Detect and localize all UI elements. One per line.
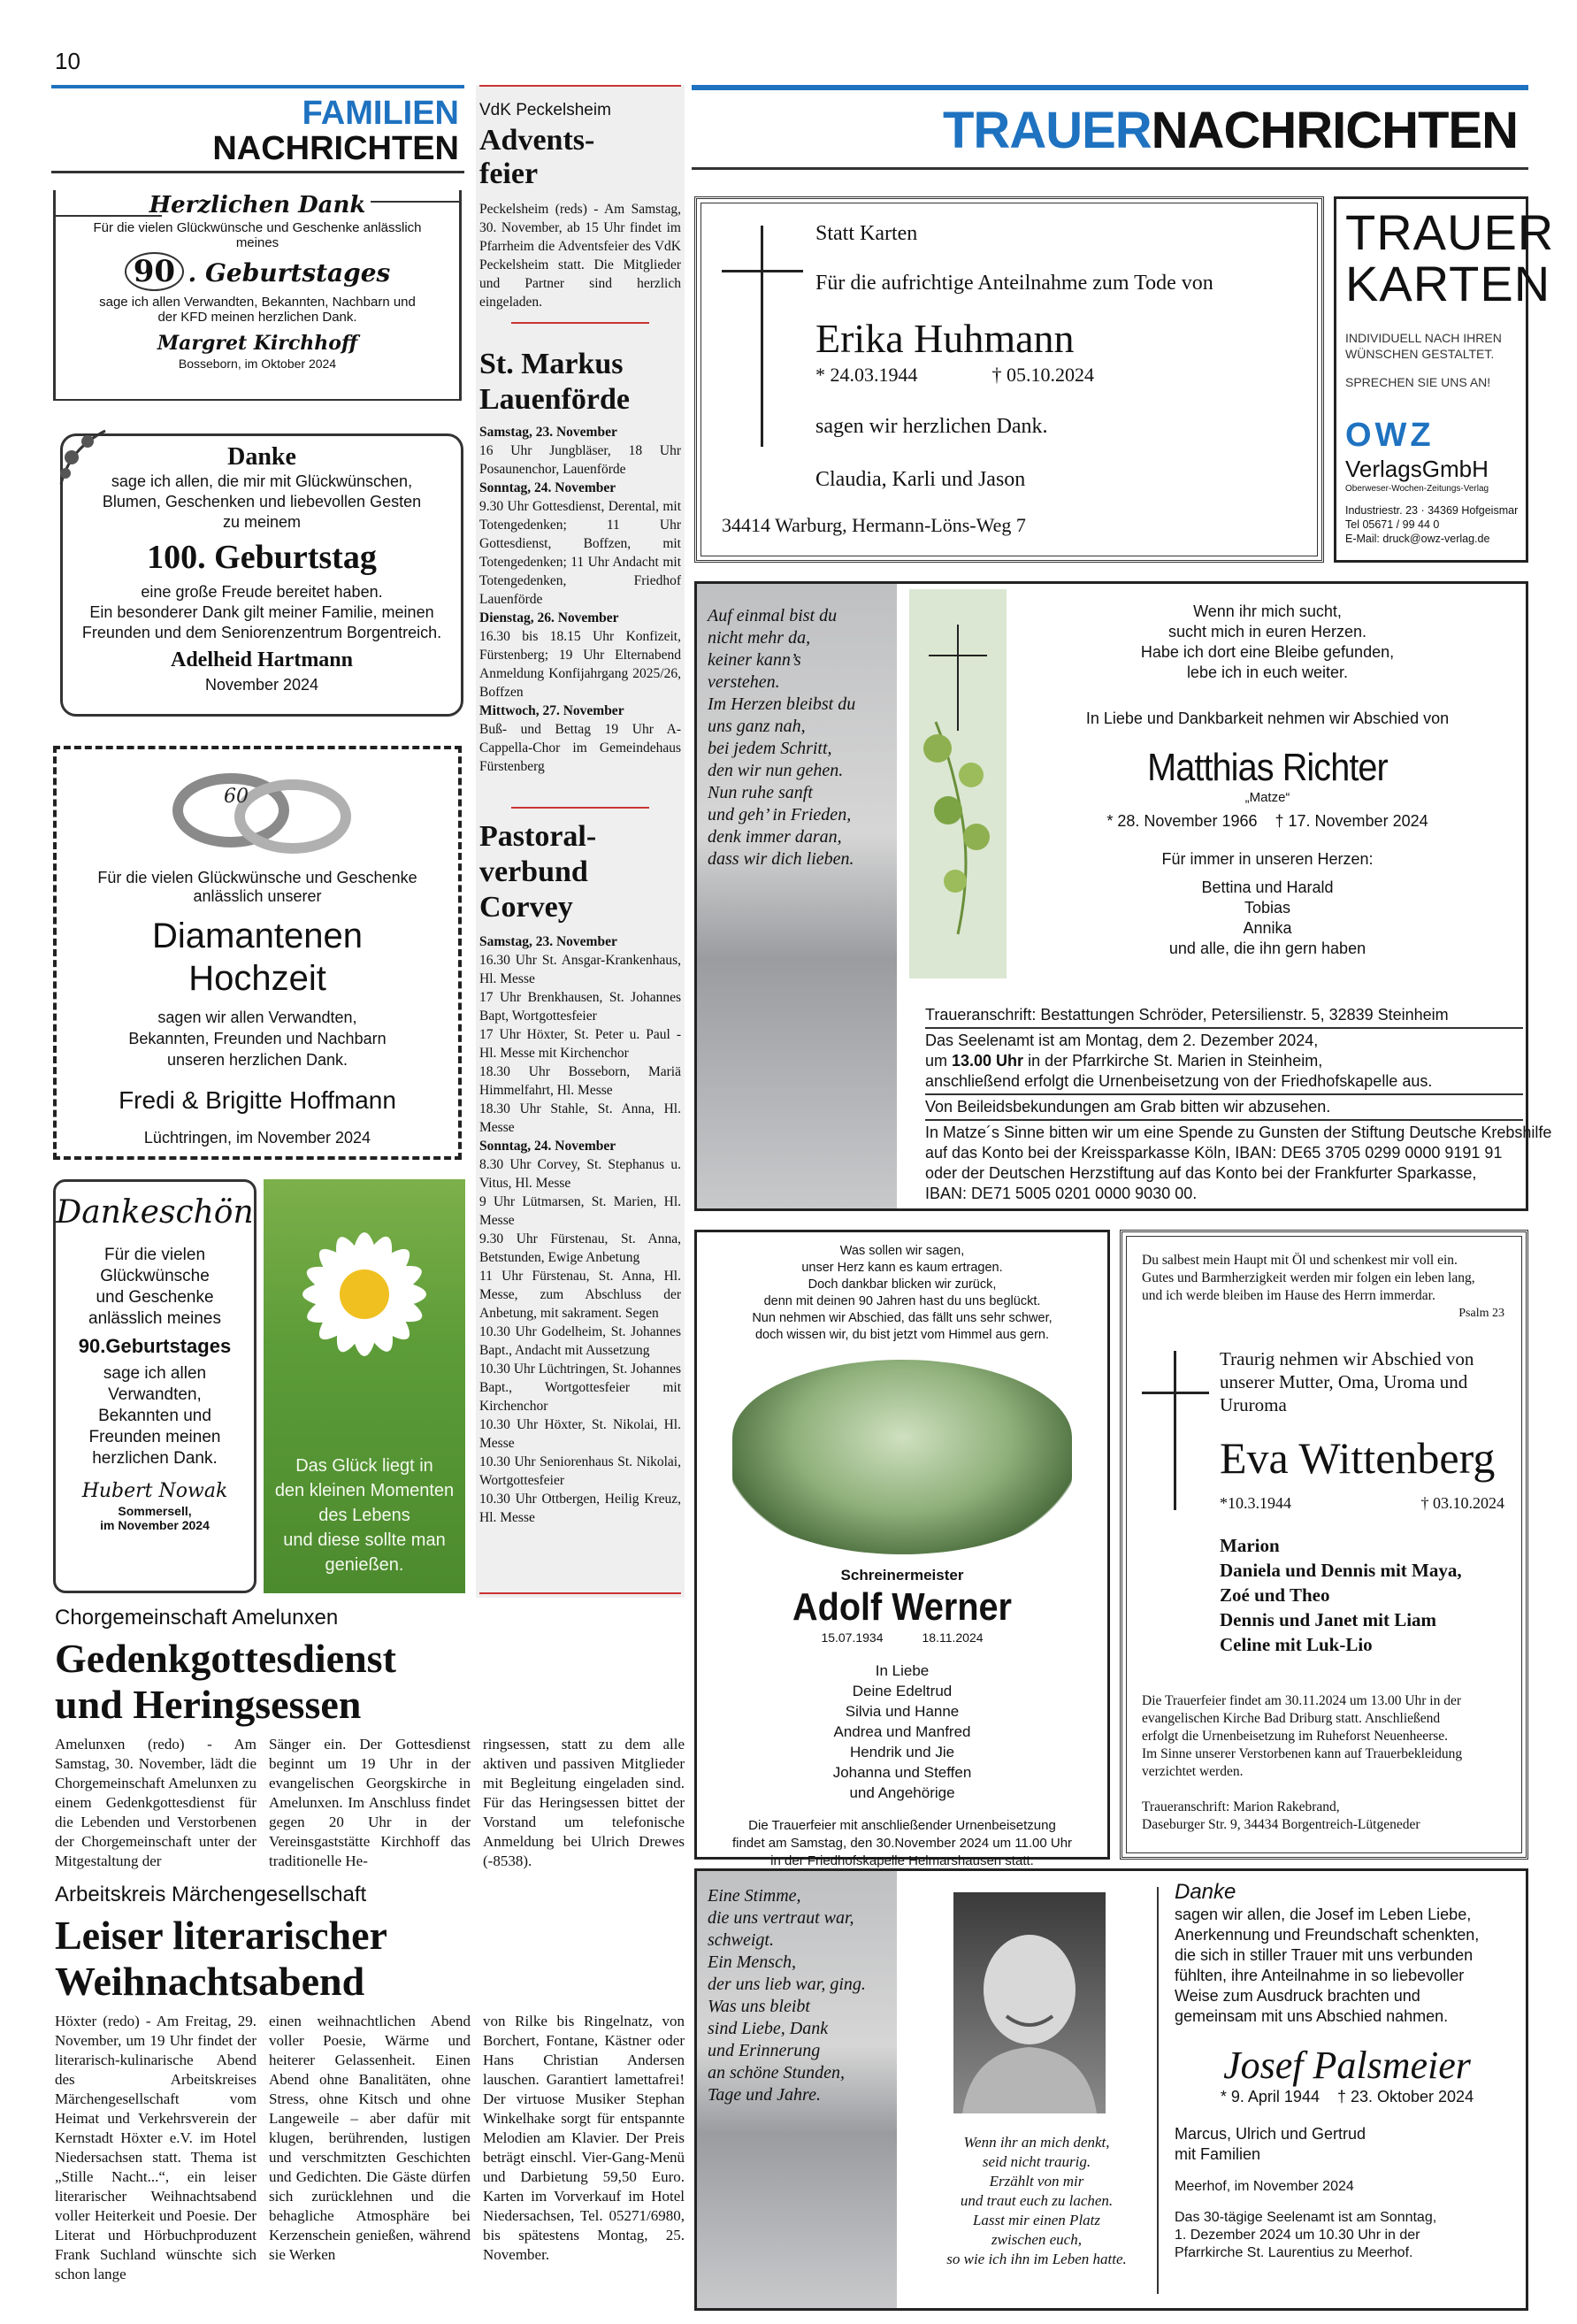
chor-title1: Gedenkgottesdienst: [55, 1636, 396, 1681]
palsmeier-caption-6: so wie ich ihn im Leben hatte.: [946, 2251, 1127, 2267]
chor-article: [55, 1606, 685, 1869]
owz-sub3: SPRECHEN SIE UNS AN!: [1345, 375, 1491, 389]
ad2-line2-2: Freunden und dem Seniorenzentrum Borgentreich.: [81, 624, 442, 641]
palsmeier-poem-5: Was uns bleibt: [708, 1997, 810, 2016]
ad4-line2-4: herzlichen Dank.: [92, 1449, 218, 1468]
richter-verse-2: Habe ich dort eine Bleibe gefunden,: [1140, 643, 1395, 661]
portrait-photo: [953, 1892, 1106, 2113]
flower-quote-4: genießen.: [325, 1555, 404, 1575]
ad1-name: Margret Kirchhoff: [157, 332, 358, 355]
richter-info4-3: IBAN: DE71 5005 0201 0000 9030 00.: [925, 1185, 1198, 1202]
werner-verse-5: doch wissen wir, du bist jetzt vom Himmel aus gern.: [754, 1328, 1049, 1342]
ad4-name: Hubert Nowak: [81, 1480, 228, 1502]
wittenberg-intro-1: unserer Mutter, Oma, Uroma und: [1220, 1371, 1468, 1392]
maerchen-article: [55, 1883, 685, 2307]
richter-info4-0: In Matze´s Sinne bitten wir um eine Spende zu Gunsten der Stiftung Deutsche Krebshilfe: [925, 1124, 1552, 1141]
richter-poem-1: nicht mehr da,: [708, 628, 811, 648]
wittenberg-info-2: erfolgt die Urnenbeisetzung im Ruheforst Neuenheerse.: [1142, 1729, 1449, 1744]
palsmeier-caption-5: zwischen euch,: [991, 2231, 1082, 2248]
huhmann-born: * 24.03.1944: [815, 364, 918, 386]
richter-info2b: um 13.00 Uhr in der Pfarrkirche St. Marien in Steinheim,: [925, 1052, 1323, 1070]
ad2-line2-0: eine große Freude bereitet haben.: [141, 583, 383, 601]
palsmeier-poem-8: an schöne Stunden,: [708, 2063, 845, 2082]
richter-nick: „Matze“: [1244, 790, 1290, 805]
richter-info4-2: oder der Deutschen Herzstiftung auf das Konto bei der Frankfurter Sparkasse,: [925, 1164, 1477, 1182]
werner-died: 18.11.2024: [922, 1630, 984, 1645]
ad2-date: November 2024: [204, 676, 319, 694]
owz-addr1: Industriestr. 23 · 34369 Hofgeismar: [1345, 504, 1519, 517]
ad4-line-0: Für die vielen: [103, 1246, 206, 1264]
werner-verse-3: denn mit deinen 90 Jahren hast du uns beglückt.: [763, 1294, 1041, 1308]
ad4-title: Dankeschön: [56, 1194, 254, 1231]
ad-100-hartmann: [60, 433, 463, 717]
pastoral-entry: 10.30 Uhr Lüchtringen, St. Johannes Bapt., Wortgottesfeier mit Kirchenchor: [479, 1361, 681, 1414]
wittenberg-psalm-0: Du salbest mein Haupt mit Öl und schenkest mir voll ein.: [1142, 1253, 1458, 1268]
werner-family-3: Andrea und Manfred: [833, 1723, 971, 1740]
ad3-names: Fredi & Brigitte Hoffmann: [119, 1086, 396, 1114]
pastoral-entry: 17 Uhr Brenkhausen, St. Johannes Bapt, Wortgottesfeier: [479, 990, 681, 1024]
richter-info2a: Das Seelenamt ist am Montag, dem 2. Dezember 2024,: [925, 1032, 1319, 1049]
ad3-line-1: Bekannten, Freunden und Nachbarn: [128, 1030, 387, 1047]
vdk-kicker: VdK Peckelsheim: [479, 101, 611, 119]
ivy-image: [909, 589, 1007, 978]
markus-entry: Dienstag, 26. November: [479, 610, 619, 625]
huhmann-address: 34414 Warburg, Hermann-Löns-Weg 7: [722, 514, 1026, 536]
pastoral-entry: 18.30 Uhr Bosseborn, Mariä Himmelfahrt, Hl. Messe: [479, 1064, 681, 1098]
werner-family-4: Hendrik und Jie: [849, 1744, 955, 1760]
palsmeier-text-5: gemeinsam mit uns Abschied nahmen.: [1175, 2007, 1449, 2025]
palsmeier-poem-7: und Erinnerung: [708, 2041, 821, 2060]
wittenberg-intro-0: Traurig nehmen wir Abschied von: [1220, 1348, 1474, 1369]
pastoral-entry: 10.30 Uhr Höxter, St. Nikolai, Hl. Messe: [479, 1417, 681, 1451]
ad3-line2: anlässlich unserer: [193, 887, 322, 905]
palsmeier-poem-3: Ein Mensch,: [708, 1952, 796, 1972]
wittenberg-family-0: Marion: [1220, 1535, 1280, 1556]
ad-90-kirchhoff: [53, 190, 462, 401]
werner-family-5: Johanna und Steffen: [832, 1764, 972, 1781]
wittenberg-family-3: Dennis und Janet mit Liam: [1220, 1609, 1437, 1630]
maerchen-col1: Höxter (redo) - Am Freitag, 29. November, um 19 Uhr findet der literarisch-kulinarische Abend des Arbeitskreises Märchengesellschaft vom Heimat und Verkehrsverein der Kernstadt Höxter e.V. im Hotel Niedersachsen statt. Thema ist „Stille Nacht...“, ein leiser literarischer Weihnachtsabend voller Heiterkeit und Poesie. Der Literat und Hörbuchproduzent Frank Suchland wünschte sich schon lange: [55, 2013, 256, 2282]
richter-verse-0: Wenn ihr mich sucht,: [1193, 602, 1342, 620]
richter-poem-11: dass wir dich lieben.: [708, 849, 854, 869]
pastoral-entry: 9.30 Uhr Fürstenau, St. Anna, Betstunden, Ewige Anbetung: [479, 1231, 681, 1265]
wittenberg-name: Eva Wittenberg: [1220, 1433, 1496, 1483]
pastoral-title2: verbund: [479, 855, 588, 888]
owz-trauerkarten-ad: [1334, 196, 1555, 563]
wittenberg-info-0: Die Trauerfeier findet am 30.11.2024 um 13.00 Uhr in der: [1142, 1693, 1462, 1708]
ad1-occasion: . Geburtstages: [188, 258, 391, 288]
pastoral-entry: 10.30 Uhr Ottbergen, Heilig Kreuz, Hl. Messe: [479, 1492, 681, 1525]
owz-sub1: INDIVIDUELL NACH IHREN: [1345, 331, 1502, 345]
daisy-quote-ad: [264, 1179, 465, 1593]
ad-90-nowak: [53, 1179, 256, 1593]
huhmann-name: Erika Huhmann: [815, 316, 1075, 361]
owz-addr2: Tel 05671 / 99 44 0: [1345, 518, 1440, 531]
ad2-occasion: 100. Geburtstag: [147, 539, 377, 576]
markus-title: [479, 347, 630, 418]
richter-poem-2: keiner kann’s: [708, 650, 801, 670]
palsmeier-poem-6: sind Liebe, Dank: [708, 2019, 829, 2038]
sea-image: [697, 584, 897, 1208]
vdk-title2: feier: [479, 157, 539, 190]
flower-quote-1: den kleinen Momenten: [274, 1481, 455, 1500]
chor-title2: und Heringsessen: [55, 1682, 362, 1727]
wittenberg-psalm-2: und ich werde bleiben im Hause des Herrn immerdar.: [1142, 1288, 1435, 1303]
maerchen-title2: Weihnachtsabend: [55, 1959, 365, 2004]
markus-entry: 9.30 Uhr Gottesdienst, Derental, mit Totengedenken; 11 Uhr Gottesdienst, Boffzen, mit Totengedenken; 11 Uhr Andacht mit Totengedenken, Friedhof Lauenförde: [479, 499, 681, 607]
markus-entry: Buß- und Bettag 19 Uhr A-Cappella-Chor im Gemeindehaus Fürstenberg: [479, 722, 681, 774]
palsmeier-poem-0: Eine Stimme,: [708, 1886, 801, 1906]
huhmann-died: † 05.10.2024: [991, 364, 1094, 386]
richter-intro: In Liebe und Dankbarkeit nehmen wir Abschied von: [1085, 709, 1450, 727]
chor-col2: Sänger ein. Der Gottesdienst beginnt um 19 Uhr in der evangelischen Georgskirche in Amelunxen. Im Anschluss findet gegen 20 Uhr in der Vereinsgaststätte Kirchhoff das traditionelle He-: [269, 1736, 471, 1869]
richter-poem-9: und geh’ in Frieden,: [708, 805, 852, 825]
richter-verse-3: lebe ich in euch weiter.: [1186, 663, 1349, 681]
maerchen-title: [55, 1913, 685, 2005]
richter-info3: Von Beileidsbekundungen am Grab bitten wir abzusehen.: [925, 1095, 1523, 1121]
wedding-rings-icon: [142, 762, 372, 859]
owz-verlag-sub: Oberweser-Wochen-Zeitungs-Verlag: [1345, 484, 1489, 494]
richter-poem-0: Auf einmal bist du: [708, 606, 838, 625]
ad4-line-1: Glückwünsche: [100, 1267, 210, 1285]
palsmeier-caption-3: und traut euch zu lachen.: [960, 2192, 1114, 2209]
pastoral-entry: 18.30 Uhr Stahle, St. Anna, Hl. Messe: [479, 1101, 681, 1135]
wittenberg-intro-2: Ururoma: [1220, 1394, 1287, 1415]
richter-poem-3: verstehen.: [708, 672, 780, 692]
ad4-place2: im November 2024: [100, 1518, 210, 1532]
werner-family-2: Silvia und Hanne: [845, 1703, 960, 1720]
ad4-occasion: 90.Geburtstages: [78, 1335, 232, 1357]
wittenberg-info-1: evangelischen Kirche Bad Driburg statt. Anschließend: [1142, 1711, 1441, 1726]
trauer-header-black: NACHRICHTEN: [1151, 102, 1518, 159]
owz-title2: KARTEN: [1345, 256, 1551, 311]
palsmeier-name: Josef Palsmeier: [1223, 2044, 1471, 2087]
ad1-line3: sage ich allen Verwandten, Bekannten, Nachbarn und: [99, 295, 416, 310]
richter-poem-8: Nun ruhe sanft: [708, 783, 813, 802]
vdk-title: [479, 124, 594, 191]
ring-number: 60: [224, 786, 249, 808]
maerchen-col2: einen weihnachtlichen Abend voller Poesie, Wärme und heiterer Gelassenheit. Einen Abend ohne Banalitäten, ohne Stress, ohne Kitsch und ohne Langeweile – aber dafür mit klugen, berührenden, lustigen und verschmitzten Geschichten und Gedichten. Die Gäste dürfen sich zurücklehnen und die behagliche Atmosphäre bei Kerzenschein genießen, während sie Werken: [269, 2013, 471, 2263]
ad4-line2-0: sage ich allen: [103, 1364, 207, 1383]
obituary-palsmeier: [694, 1868, 1528, 2311]
pastoral-entry: Samstag, 23. November: [479, 934, 617, 949]
richter-info1: Traueranschrift: Bestattungen Schröder, Petersilienstr. 5, 32839 Steinheim: [925, 1005, 1523, 1029]
pastoral-entry: 16.30 Uhr St. Ansgar-Krankenhaus, Hl. Messe: [479, 953, 681, 986]
richter-poem-10: denk immer daran,: [708, 827, 842, 847]
werner-verse-0: Was sollen wir sagen,: [839, 1244, 965, 1258]
owz-verlag: VerlagsGmbH: [1345, 456, 1489, 482]
werner-family-0: In Liebe: [875, 1662, 930, 1679]
richter-info2c: anschließend erfolgt die Urnenbeisetzung von der Friedhofskapelle aus.: [925, 1072, 1433, 1090]
pastoral-entry: 17 Uhr Höxter, St. Peter u. Paul - Hl. Messe mit Kirchenchor: [479, 1027, 681, 1061]
palsmeier-text-1: Anerkennung und Freundschaft schenkten,: [1175, 1926, 1480, 1944]
ad2-line-0: sage ich allen, die mir mit Glückwünschen,: [111, 472, 413, 490]
ad1-line2: meines: [235, 235, 279, 250]
ad2-title: Danke: [227, 443, 296, 471]
ad1-number: 90: [125, 252, 184, 291]
wittenberg-info-4: verzichtet werden.: [1142, 1764, 1244, 1779]
richter-info4-1: auf das Konto bei der Kreissparkasse Köln, IBAN: DE65 3705 0299 0000 9191 91: [925, 1144, 1503, 1162]
pastoral-entry: 10.30 Uhr Godelheim, St. Johannes Bapt., Andacht mit Aussetzung: [479, 1324, 681, 1358]
palsmeier-text-3: fühlten, ihre Anteilnahme in so liebevoller: [1175, 1967, 1465, 1984]
wittenberg-family-4: Celine mit Luk-Lio: [1220, 1634, 1373, 1655]
werner-name: Adolf Werner: [792, 1585, 1012, 1629]
palsmeier-dates: * 9. April 1944 † 23. Oktober 2024: [1220, 2088, 1474, 2105]
pastoral-entry: Sonntag, 24. November: [479, 1139, 616, 1154]
ad4-line2-3: Freunden meinen: [88, 1428, 221, 1446]
richter-family-1: Tobias: [1244, 899, 1291, 917]
chor-kicker: Chorgemeinschaft Amelunxen: [55, 1606, 339, 1630]
chor-col3: ringsessen, statt zu dem alle aktiven und passiven Mitglieder mit Begleitung eingeladen sind. Für das Heringsessen bittet der Vorstand um telefonische Anmeldung bei Ulrich Drewes (-8538).: [483, 1736, 685, 1869]
werner-verse-4: Nun nehmen wir Abschied, das fällt uns sehr schwer,: [752, 1311, 1053, 1325]
wittenberg-born: *10.3.1944: [1220, 1494, 1291, 1512]
richter-poem-7: den wir nun gehen.: [708, 761, 844, 780]
familien-header-rule: [51, 85, 464, 173]
palsmeier-info-0: Das 30-tägige Seelenamt ist am Sonntag,: [1175, 2210, 1437, 2225]
palsmeier-info-2: Pfarrkirche St. Laurentius zu Meerhof.: [1175, 2245, 1413, 2260]
wittenberg-family-2: Zoé und Theo: [1220, 1584, 1330, 1606]
chor-title: [55, 1636, 685, 1728]
ad1-title: Herzlichen Dank: [149, 192, 366, 219]
ad3-line-0: sagen wir allen Verwandten,: [157, 1009, 357, 1026]
ad2-line-1: Blumen, Geschenken und liebevollen Gesten: [102, 493, 422, 510]
markus-entry: Samstag, 23. November: [479, 425, 617, 440]
palsmeier-text-2: die sich in stiller Trauer mit uns verbunden: [1175, 1946, 1474, 1964]
flower-quote-2: des Lebens: [318, 1506, 410, 1525]
richter-family-0: Bettina und Harald: [1201, 878, 1334, 896]
familien-header-line1: FAMILIEN: [302, 95, 459, 132]
ad4-place1: Sommersell,: [118, 1504, 192, 1518]
obituary-werner: [694, 1230, 1110, 1868]
owz-sub2: WÜNSCHEN GESTALTET.: [1345, 347, 1495, 361]
vdk-body: Peckelsheim (reds) - Am Samstag, 30. November, ab 15 Uhr findet im Pfarrheim die Adventsfeier des VdK Peckelsheim statt. Die Mitglieder und Partner sind herzlich eingeladen.: [479, 202, 681, 310]
pastoral-title3: Corvey: [479, 891, 573, 924]
obituary-huhmann: [694, 196, 1324, 563]
ad2-name: Adelheid Hartmann: [170, 648, 353, 671]
pastoral-title1: Pastoral-: [479, 820, 597, 853]
page-number: 10: [55, 48, 80, 74]
richter-forever: Für immer in unseren Herzen:: [1161, 850, 1374, 868]
palsmeier-title: Danke: [1175, 1880, 1236, 1904]
richter-poem-6: bei jedem Schritt,: [708, 739, 832, 758]
wittenberg-psalm-ref: Psalm 23: [1458, 1307, 1504, 1320]
richter-family-3: und alle, die ihn gern haben: [1168, 940, 1366, 957]
richter-verse-1: sucht mich in euren Herzen.: [1167, 623, 1367, 640]
richter-name: Matthias Richter: [1147, 746, 1388, 789]
ad1-line4: der KFD meinen herzlichen Dank.: [157, 310, 357, 325]
ad4-line-2: und Geschenke: [96, 1288, 214, 1307]
palsmeier-info-1: 1. Dezember 2024 um 10.30 Uhr in der: [1175, 2228, 1420, 2243]
richter-family-2: Annika: [1243, 919, 1292, 937]
pastoral-entry: 11 Uhr Fürstenau, St. Anna, Hl. Messe, zum Abschluss der Anbetung, mit sakrament. Segen: [479, 1269, 681, 1321]
palsmeier-family-0: Marcus, Ulrich und Gertrud: [1175, 2125, 1366, 2143]
markus-title2: Lauenförde: [479, 383, 630, 416]
pastoral-entry: 9 Uhr Lütmarsen, St. Marien, Hl. Messe: [479, 1194, 681, 1228]
markus-title1: St. Markus: [479, 348, 624, 380]
owz-addr3: E-Mail: druck@owz-verlag.de: [1345, 533, 1490, 545]
palsmeier-family-1: mit Familien: [1175, 2145, 1261, 2163]
flower-quote-0: Das Glück liegt in: [295, 1456, 433, 1476]
maerchen-col3: von Rilke bis Ringelnatz, von Borchert, Fontane, Kästner oder Hans Christian Andersen lauschen. Garantiert lamettafrei! Der virtuose Musiker Stephan Winkelhake sorgt für entspannte Melodien am Klavier. Der Preis beträgt einschl. Vier-Gang-Menü und Darbietung 59,50 Euro. Karten im Vorverkauf im Hotel Niedersachsen, Tel. 05271/6980, bis spätestens Montag, 25. November.: [483, 2013, 685, 2263]
markus-entry: 16.30 bis 18.15 Uhr Konfizeit, Fürstenberg; 19 Uhr Elternabend Anmeldung Konfijahrgang 2025/26, Boffzen: [479, 629, 681, 700]
werner-family-1: Deine Edeltrud: [852, 1683, 953, 1699]
werner-info-0: Die Trauerfeier mit anschließender Urnenbeisetzung: [748, 1818, 1056, 1833]
ad2-line-2: zu meinem: [222, 513, 302, 531]
owz-logo: OWZ: [1345, 417, 1435, 454]
palsmeier-caption-4: Lasst mir einen Platz: [972, 2212, 1101, 2228]
richter-poem-5: uns ganz nah,: [708, 717, 806, 736]
huhmann-line3: sagen wir herzlichen Dank.: [815, 415, 1048, 438]
ad4-line2-2: Bekannten und: [98, 1407, 211, 1425]
palsmeier-caption-2: Erzählt von mir: [989, 2173, 1084, 2190]
huhmann-family: Claudia, Karli und Jason: [815, 468, 1026, 491]
wittenberg-died: † 03.10.2024: [1420, 1494, 1504, 1512]
werner-verse-2: Doch dankbar blicken wir zurück,: [808, 1277, 997, 1292]
ad1-line1: Für die vielen Glückwünsche und Geschenke anlässlich: [93, 220, 422, 235]
chor-col1: Amelunxen (redo) - Am Samstag, 30. November, lädt die Chorgemeinschaft Amelunxen zu einem Gedenkgottesdienst für die Lebenden und Verstorbenen der Chorgemeinschaft unter der Mitgestaltung der: [55, 1736, 256, 1869]
markus-entry: 16 Uhr Jungbläser, 18 Uhr Posaunenchor, Lauenförde: [479, 443, 681, 477]
palsmeier-text-4: Weise zum Ausdruck brachten und: [1175, 1987, 1420, 2005]
pastoral-title: [479, 819, 596, 925]
maerchen-title1: Leiser literarischer: [55, 1913, 387, 1958]
obituary-richter: [694, 581, 1552, 1211]
markus-entry: Sonntag, 24. November: [479, 480, 616, 495]
trauer-header: [692, 85, 1528, 170]
wittenberg-address-1: Daseburger Str. 9, 34434 Borgentreich-Lütgeneder: [1142, 1817, 1420, 1832]
obituary-wittenberg: [1120, 1230, 1528, 1860]
werner-born: 15.07.1934: [821, 1630, 884, 1645]
werner-info-1: findet am Samstag, den 30.November 2024 um 11.00 Uhr: [731, 1836, 1073, 1851]
palsmeier-caption-0: Wenn ihr an mich denkt,: [963, 2134, 1110, 2151]
ad3-occasion2: Hochzeit: [188, 959, 326, 998]
werner-family-6: und Angehörige: [849, 1784, 955, 1801]
palsmeier-text-0: sagen wir allen, die Josef im Leben Liebe,: [1175, 1906, 1472, 1923]
werner-verse-1: unser Herz kann es kaum ertragen.: [801, 1261, 1003, 1275]
wittenberg-psalm-1: Gutes und Barmherzigkeit werden mir folgen ein leben lang,: [1142, 1270, 1475, 1285]
wittenberg-address-0: Traueranschrift: Marion Rakebrand,: [1142, 1799, 1340, 1814]
daisy-icon: [264, 1188, 465, 1409]
trauer-header-blue: TRAUER: [943, 102, 1152, 159]
vdk-title1: Advents-: [479, 124, 595, 157]
ad1-place: Bosseborn, im Oktober 2024: [178, 357, 337, 371]
pastoral-entry: 10.30 Uhr Seniorenhaus St. Nikolai, Wortgottesfeier: [479, 1454, 681, 1488]
palsmeier-poem-4: der uns lieb war, ging.: [708, 1975, 866, 1994]
palsmeier-caption-1: seid nicht traurig.: [982, 2153, 1091, 2170]
ad3-occasion1: Diamantenen: [152, 917, 363, 955]
floral-ornament-icon: [52, 422, 123, 493]
huhmann-line1: Statt Karten: [815, 222, 918, 245]
portrait-silhouette-icon: [953, 1892, 1106, 2113]
markus-entry: Mittwoch, 27. November: [479, 703, 624, 718]
werner-title: Schreinermeister: [840, 1567, 964, 1584]
wittenberg-info-3: Im Sinne unserer Verstorbenen kann auf Trauerbekleidung: [1142, 1746, 1463, 1761]
pastoral-entry: 8.30 Uhr Corvey, St. Stephanus u. Vitus, Hl. Messe: [479, 1157, 681, 1191]
familien-header-line2: NACHRICHTEN: [212, 130, 459, 167]
ad4-line2-1: Verwandten,: [108, 1385, 202, 1404]
flower-quote-3: und diese sollte man: [283, 1530, 446, 1550]
palsmeier-poem-1: die uns vertraut war,: [708, 1908, 854, 1928]
markus-list: [479, 423, 681, 776]
ad3-place: Lüchtringen, im November 2024: [143, 1129, 371, 1147]
wittenberg-family-1: Daniela und Dennis mit Maya,: [1220, 1560, 1462, 1581]
owz-title1: TRAUER: [1345, 204, 1555, 260]
ivy-leaves-icon: [909, 713, 1007, 943]
sea-image-2: [697, 1871, 897, 2308]
ad-diamond-hoffmann: [53, 746, 462, 1160]
ad3-line-2: unseren herzlichen Dank.: [166, 1051, 348, 1069]
ad2-line2-1: Ein besonderer Dank gilt meiner Familie, meinen: [89, 603, 434, 621]
palsmeier-poem-9: Tage und Jahre.: [708, 2085, 821, 2105]
ad3-line1: Für die vielen Glückwünsche und Geschenke: [97, 869, 417, 886]
huhmann-line2: Für die aufrichtige Anteilnahme zum Tode von: [815, 272, 1213, 295]
landscape-image: [732, 1360, 1072, 1554]
maerchen-kicker: Arbeitskreis Märchengesellschaft: [55, 1883, 367, 1906]
richter-dates: * 28. November 1966 † 17. November 2024: [1106, 812, 1428, 830]
richter-poem-4: Im Herzen bleibst du: [708, 694, 856, 714]
palsmeier-poem-2: schweigt.: [708, 1930, 774, 1950]
middle-column: [476, 85, 685, 1598]
pastoral-list: [479, 932, 681, 1527]
palsmeier-place: Meerhof, im November 2024: [1175, 2179, 1354, 2194]
ad4-line-3: anlässlich meines: [88, 1309, 221, 1328]
werner-info-2: in der Friedhofskapelle Helmarshausen statt.: [770, 1853, 1034, 1868]
